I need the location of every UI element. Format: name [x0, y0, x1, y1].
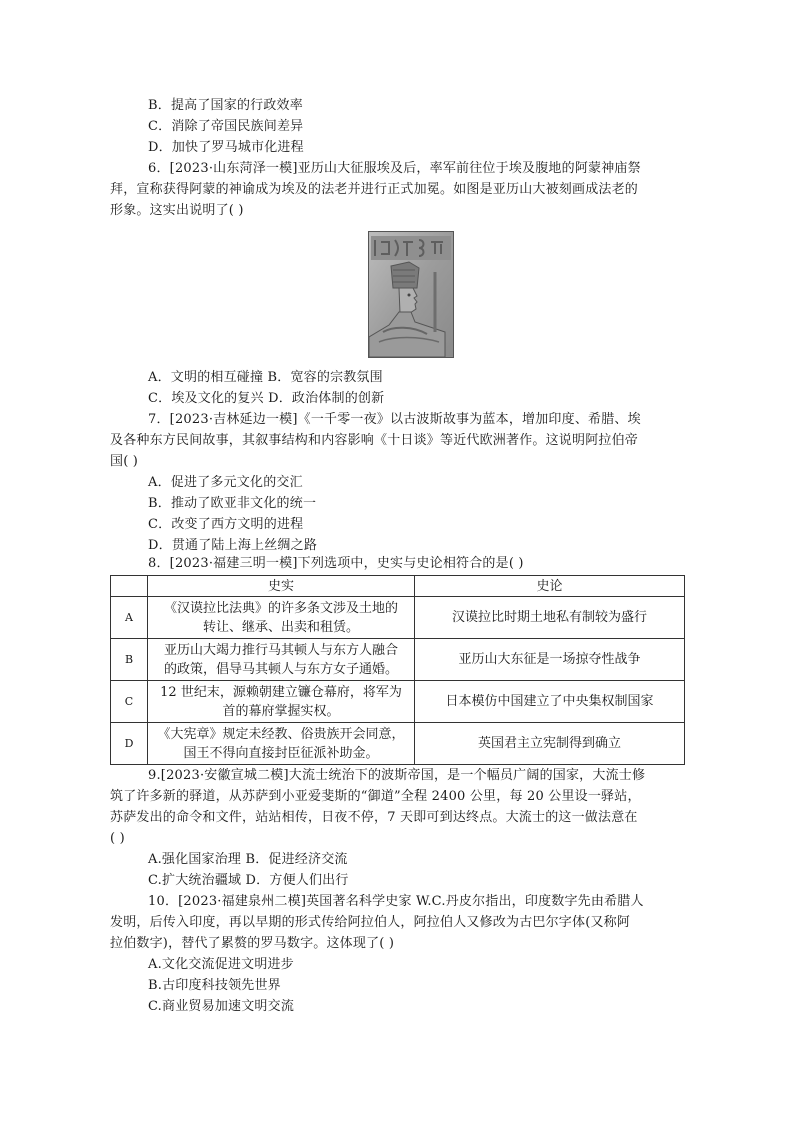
- q8-row-fact: [148, 723, 415, 765]
- q10-option-a: A.文化交流促进文明进步: [148, 957, 294, 972]
- q8-header-thesis: 史论: [415, 576, 685, 597]
- q9-stem-line-1: 9.[2023·安徽宣城二模]大流士统治下的波斯帝国，是一个幅员广阔的国家，大流士修: [148, 768, 646, 783]
- q9-stem-line-4: ( ): [110, 831, 125, 846]
- q6-stem-line-3: 形象。这实出说明了( ): [110, 203, 244, 218]
- q8-row-thesis: 亚历山大东征是一场掠夺性战争: [415, 639, 685, 681]
- q8-row-key: A: [111, 597, 148, 639]
- q10-option-b: B.古印度科技领先世界: [148, 978, 281, 993]
- q10-stem-line-3: 拉伯数字)，替代了累赘的罗马数字。这体现了( ): [110, 936, 395, 951]
- q7-stem-line-3: 国( ): [110, 454, 139, 469]
- q9-stem-line-2: 筑了许多新的驿道，从苏萨到小亚爱斐斯的“御道”全程 2400 公里，每 20 公里设一驿站，: [110, 789, 641, 804]
- q8-row-key: C: [111, 681, 148, 723]
- q10-stem-line-1: 10．[2023·福建泉州二模]英国著名科学史家 W.C.丹皮尔指出，印度数字先由希腊人: [148, 894, 644, 909]
- q8-row-fact-line-1: 亚历山大竭力推行马其顿人与东方人融合: [163, 642, 398, 658]
- q8-row-fact-line-2: 首的幕府掌握实权。: [222, 703, 340, 719]
- q8-row-fact-line-1: 《大宪章》规定未经教、俗贵族开会同意，: [157, 726, 405, 742]
- q8-row-fact: [148, 681, 415, 723]
- q9-options-cd: C.扩大统治疆域 D．方便人们出行: [148, 873, 349, 888]
- q8-row-fact: [148, 597, 415, 639]
- q8-row-b: [111, 639, 685, 681]
- q8-row-thesis: 汉谟拉比时期土地私有制较为盛行: [415, 597, 685, 639]
- q8-table-header: [111, 576, 685, 597]
- q8-header-fact: 史实: [148, 576, 415, 597]
- q7-option-a: A．促进了多元文化的交汇: [148, 475, 303, 490]
- q8-row-thesis: 日本模仿中国建立了中央集权制国家: [415, 681, 685, 723]
- q8-row-fact-line-2: 的政策，倡导马其顿人与东方女子通婚。: [163, 661, 398, 677]
- q7-stem-line-1: 7．[2023·吉林延边一模]《一千零一夜》以古波斯故事为蓝本，增加印度、希腊、埃: [148, 412, 641, 427]
- q8-row-key: B: [111, 639, 148, 681]
- prev-option-b: B．提高了国家的行政效率: [148, 98, 303, 113]
- q8-row-a: [111, 597, 685, 639]
- q10-option-c: C.商业贸易加速文明交流: [148, 999, 295, 1014]
- q8-row-fact-line-1: 12 世纪末，源赖朝建立镰仓幕府，将军为: [160, 684, 402, 700]
- q8-row-key: D: [111, 723, 148, 765]
- q8-row-fact-line-2: 国王不得向直接封臣征派补助金。: [183, 745, 379, 761]
- q6-stem-line-1: 6．[2023·山东菏泽一模]亚历山大征服埃及后，率军前往位于埃及腹地的阿蒙神庙祭: [148, 161, 641, 176]
- q6-options-cd: C．埃及文化的复兴 D．政治体制的创新: [148, 391, 385, 406]
- q7-option-d: D．贯通了陆上海上丝绸之路: [148, 538, 318, 553]
- alexander-pharaoh-relief-image: [368, 231, 454, 358]
- q6-options-ab: A．文明的相互碰撞 B．宽容的宗教氛围: [148, 370, 383, 385]
- prev-option-c: C．消除了帝国民族间差异: [148, 119, 304, 134]
- q10-stem-line-2: 发明，后传入印度，再以早期的形式传给阿拉伯人，阿拉伯人又修改为古巴尔字体(又称阿: [110, 915, 631, 930]
- q9-options-ab: A.强化国家治理 B．促进经济交流: [148, 852, 348, 867]
- q8-row-c: [111, 681, 685, 723]
- q6-stem-line-2: 拜，宣称获得阿蒙的神谕成为埃及的法老并进行正式加冕。如图是亚历山大被刻画成法老的: [110, 182, 639, 197]
- q7-option-b: B．推动了欧亚非文化的统一: [148, 496, 317, 511]
- q8-row-fact: [148, 639, 415, 681]
- q8-row-thesis: 英国君主立宪制得到确立: [415, 723, 685, 765]
- q9-stem-line-3: 苏萨发出的命令和文件，站站相传，日夜不停，7 天即可到达终点。大流士的这一做法意在: [110, 810, 638, 825]
- q8-stem: 8．[2023·福建三明一模]下列选项中，史实与史论相符合的是( ): [148, 556, 524, 571]
- q8-row-fact-line-1: 《汉谟拉比法典》的许多条文涉及土地的: [163, 600, 398, 616]
- q7-stem-line-2: 及各种东方民间故事，其叙事结构和内容影响《十日谈》等近代欧洲著作。这说明阿拉伯帝: [110, 433, 639, 448]
- q8-header-key: [111, 576, 148, 597]
- prev-option-d: D．加快了罗马城市化进程: [148, 140, 304, 155]
- q8-table: [110, 575, 685, 765]
- q7-option-c: C．改变了西方文明的进程: [148, 517, 304, 532]
- q8-row-fact-line-2: 转让、继承、出卖和租赁。: [202, 619, 359, 635]
- q8-row-d: [111, 723, 685, 765]
